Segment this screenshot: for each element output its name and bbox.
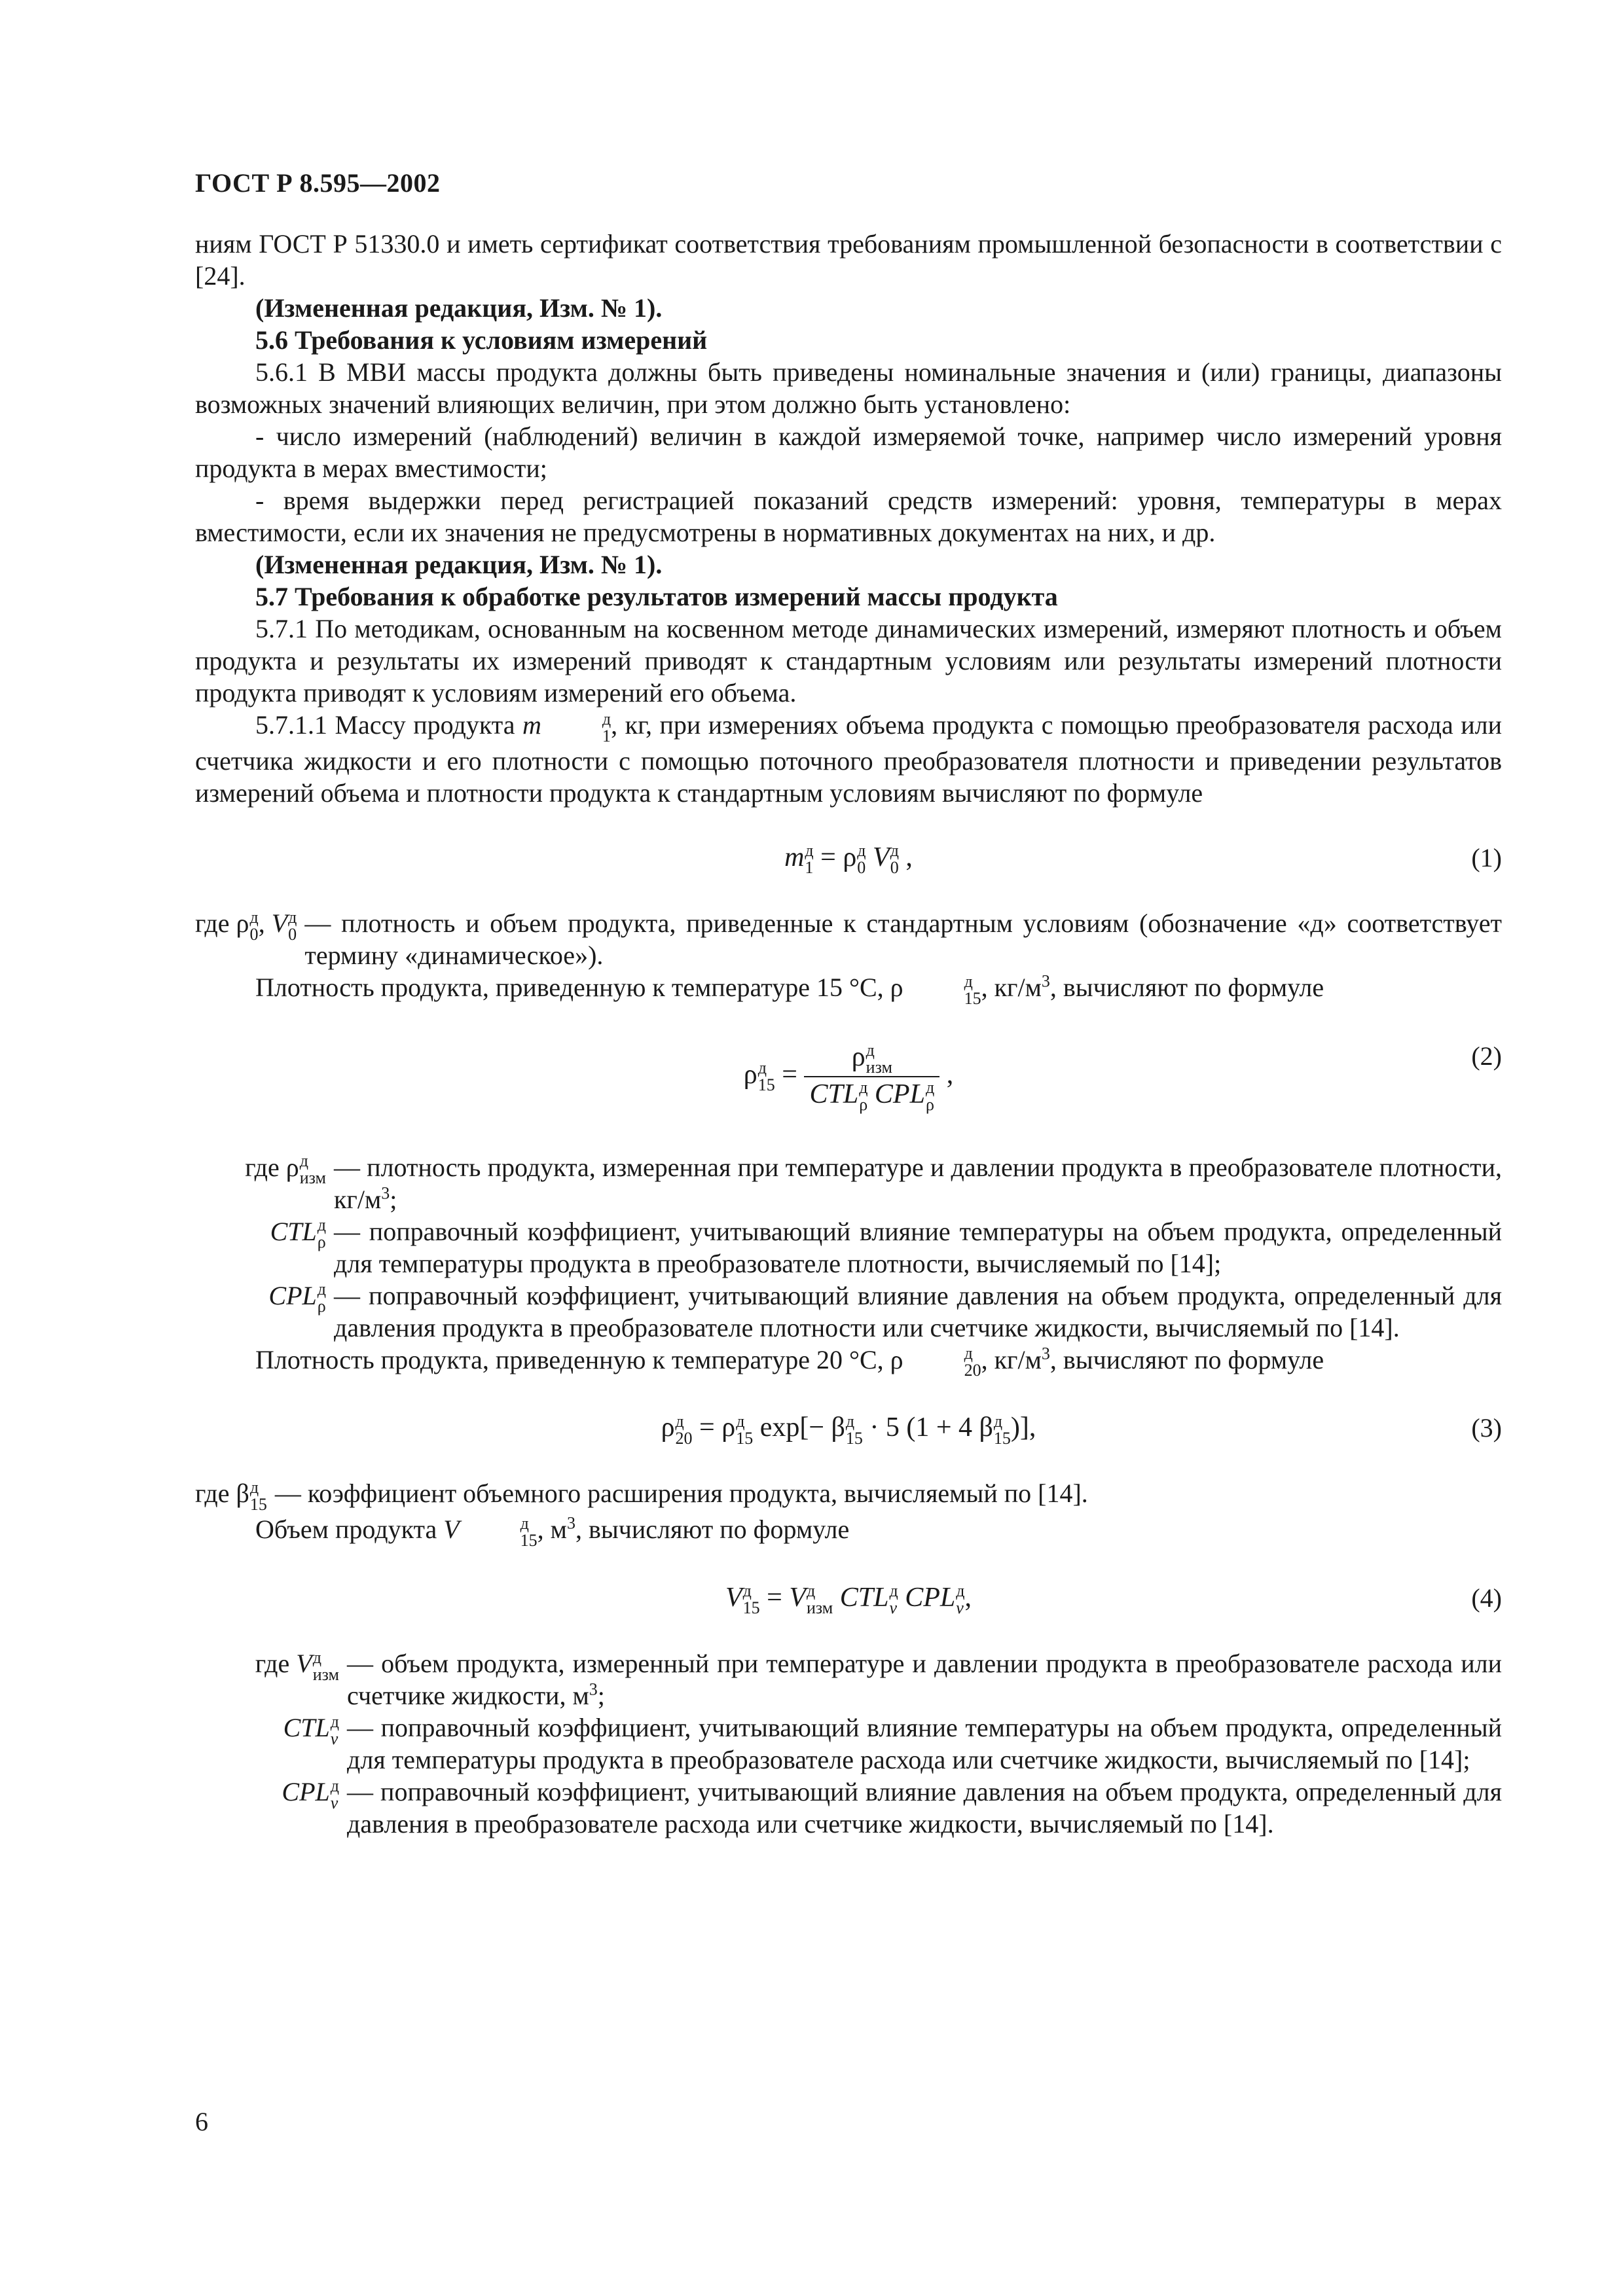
paragraph-text: , кг/м xyxy=(981,1344,1042,1374)
paragraph-text: , кг, при измерениях объема продукта с помощью преобразователя расхода или счетчика жидкости и его плотности с помощью поточного преобразователя плотности и приведении результатов измерений объема и плотности продукта к стандартным условиям вычисляют по формуле xyxy=(195,710,1502,808)
paragraph-continuation: ниям ГОСТ Р 51330.0 и иметь сертификат соответствия требованиям промышленной безопасности в соответствии с [24]. xyxy=(195,229,1502,291)
definition-row xyxy=(195,1776,1502,1840)
definition-row xyxy=(195,1280,1502,1344)
where-definition: — плотность и объем продукта, приведенные к стандартным условиям (обозначение «д» соответствует термину «динамическое»). xyxy=(304,908,1502,970)
paragraph-volume: Объем продукта V д 15 , $м^3$, вычисляют по формуле xyxy=(255,1513,850,1551)
paragraph-text: , м xyxy=(537,1515,567,1545)
formula-expression: ρ д 20 = ρ д 15 exp[− β д 15 · 5 (1 + 4 β д 15 )], xyxy=(661,1411,1036,1448)
section-heading-5-7: 5.7 Требования к обработке результатов измерений массы продукта xyxy=(255,582,1058,611)
where-symbols: CTL д v xyxy=(283,1712,339,1748)
where-block-2 xyxy=(195,1151,1502,1344)
paragraph-text: Плотность продукта, приведенную к температуре 15 °С, xyxy=(255,972,890,1002)
where-symbols: CPL д v xyxy=(282,1776,339,1812)
where-definition: — поправочный коэффициент, учитывающий влияние давления на объем продукта, определенный для давления продукта в преобразователе плотности или счетчике жидкости, вычисляемый по [14]. xyxy=(334,1280,1502,1342)
where-prefix: где xyxy=(195,1479,230,1509)
paragraph-text: , вычисляют по формуле xyxy=(1049,972,1324,1002)
where-symbols: CTL д ρ xyxy=(270,1215,326,1252)
where-block-3 xyxy=(195,1477,1502,1513)
paragraph-text: Плотность продукта, приведенную к температуре 20 °С, xyxy=(255,1344,890,1374)
where-symbols: где V д изм xyxy=(255,1647,339,1684)
paragraph-density-15: Плотность продукта, приведенную к температуре 15 °С, ρ д 15 , $кг/м^3$, вычисляют по формуле xyxy=(255,971,1324,1008)
formula-number: (3) xyxy=(1471,1413,1502,1443)
formula-1 xyxy=(195,835,1502,881)
where-symbols: где β д 15 xyxy=(195,1478,267,1515)
page-number: 6 xyxy=(195,2107,208,2136)
definition-row xyxy=(195,1151,1502,1215)
paragraph-text: , кг/м xyxy=(981,972,1042,1002)
paragraph-5-7-1: 5.7.1 По методикам, основанным на косвенном методе динамических измерений, измеряют плотность и объем продукта и результаты их измерений приводят к стандартным условиям или результаты измерений плотности продукта приводят к условиям измерений его объема. xyxy=(195,614,1502,708)
formula-expression: ρ д 15 = ρ д изм CTL д ρ CPL д ρ , xyxy=(743,1040,954,1115)
where-symbols: где ρ д 0 , V д 0 xyxy=(195,907,297,944)
where-prefix: где xyxy=(245,1152,280,1182)
where-definition: — объем продукта, измеренный при температуре и давлении продукта в преобразователе расхода или счетчике жидкости, $м^3$; xyxy=(347,1649,1502,1711)
paragraph-text: Объем продукта xyxy=(255,1515,444,1545)
list-item: - время выдержки перед регистрацией показаний средств измерений: уровня, температуры в мерах вместимости, если их значения не предусмотрены в нормативных документах на них, и др. xyxy=(195,486,1502,547)
where-symbols: CPL д ρ xyxy=(268,1280,326,1316)
formula-number: (4) xyxy=(1471,1583,1502,1613)
definition-text: — плотность продукта, измеренная при температуре и давлении продукта в преобразователе плотности, кг/м xyxy=(334,1152,1502,1214)
amendment-note: (Измененная редакция, Изм. № 1). xyxy=(255,293,663,323)
definition-text: — объем продукта, измеренный при температуре и давлении продукта в преобразователе расхода или счетчике жидкости, м xyxy=(347,1649,1502,1711)
list-item: - число измерений (наблюдений) величин в каждой измеряемой точке, например число измерений уровня продукта в мерах вместимости; xyxy=(195,422,1502,483)
definition-row xyxy=(195,1647,1502,1712)
definition-row xyxy=(195,1215,1502,1280)
where-definition: — плотность продукта, измеренная при температуре и давлении продукта в преобразователе плотности, $кг/м^3$; xyxy=(334,1152,1502,1214)
document-header: ГОСТ Р 8.595—2002 xyxy=(195,168,441,198)
section-heading-5-6: 5.6 Требования к условиям измерений xyxy=(255,325,708,355)
where-prefix: где xyxy=(195,908,230,938)
definition-text: ; xyxy=(390,1184,397,1214)
formula-2 xyxy=(195,1033,1502,1125)
formula-4 xyxy=(195,1575,1502,1621)
formula-number: (2) xyxy=(1471,1041,1502,1071)
where-definition: — поправочный коэффициент, учитывающий влияние температуры на объем продукта, определенный для температуры продукта в преобразователе плотности, вычисляемый по [14]; xyxy=(334,1216,1502,1278)
formula-3 xyxy=(195,1405,1502,1451)
where-definition: — поправочный коэффициент, учитывающий влияние температуры на объем продукта, определенный для температуры продукта в преобразователе расхода или счетчике жидкости, вычисляемый по [14]; xyxy=(347,1713,1502,1775)
definition-text: ; xyxy=(597,1681,605,1711)
paragraph-text: , вычисляют по формуле xyxy=(575,1515,850,1545)
paragraph-text: 5.7.1.1 Массу продукта xyxy=(255,710,523,740)
amendment-note: (Измененная редакция, Изм. № 1). xyxy=(255,550,663,579)
document-body xyxy=(195,228,1502,1840)
fraction: ρ д изм CTL д ρ CPL д ρ xyxy=(804,1040,939,1114)
where-definition: — коэффициент объемного расширения продукта, вычисляемый по [14]. xyxy=(274,1479,1088,1509)
formula-number: (1) xyxy=(1471,842,1502,872)
formula-expression: m д 1 = ρ д 0 V д 0 , xyxy=(784,841,913,878)
definition-row xyxy=(195,1712,1502,1776)
where-symbols: где ρ д изм xyxy=(245,1151,326,1188)
paragraph-density-20: Плотность продукта, приведенную к температуре 20 °С, ρ д 20 , $кг/м^3$, вычисляют по формуле xyxy=(255,1344,1324,1380)
where-block-1 xyxy=(195,907,1502,971)
paragraph-5-6-1: 5.6.1 В МВИ массы продукта должны быть приведены номинальные значения и (или) границы, диапазоны возможных значений влияющих величин, при этом должно быть установлено: xyxy=(195,357,1502,419)
paragraph-5-7-1-1: 5.7.1.1 Массу продукта m д 1 , кг, при измерениях объема продукта с помощью преобразователя расхода или счетчика жидкости и его плотности с помощью поточного преобразователя плотности и приведении результатов измерений объема и плотности продукта к стандартным условиям вычисляют по формуле xyxy=(195,709,1502,808)
where-definition: — поправочный коэффициент, учитывающий влияние давления на объем продукта, определенный для давления в преобразователе расхода или счетчике жидкости, вычисляемый по [14]. xyxy=(347,1777,1502,1839)
where-block-4 xyxy=(195,1647,1502,1840)
paragraph-text: , вычисляют по формуле xyxy=(1049,1344,1324,1374)
where-prefix: где xyxy=(255,1649,290,1679)
formula-expression: V д 15 = V д изм CTL д v CPL д v , xyxy=(725,1581,972,1618)
